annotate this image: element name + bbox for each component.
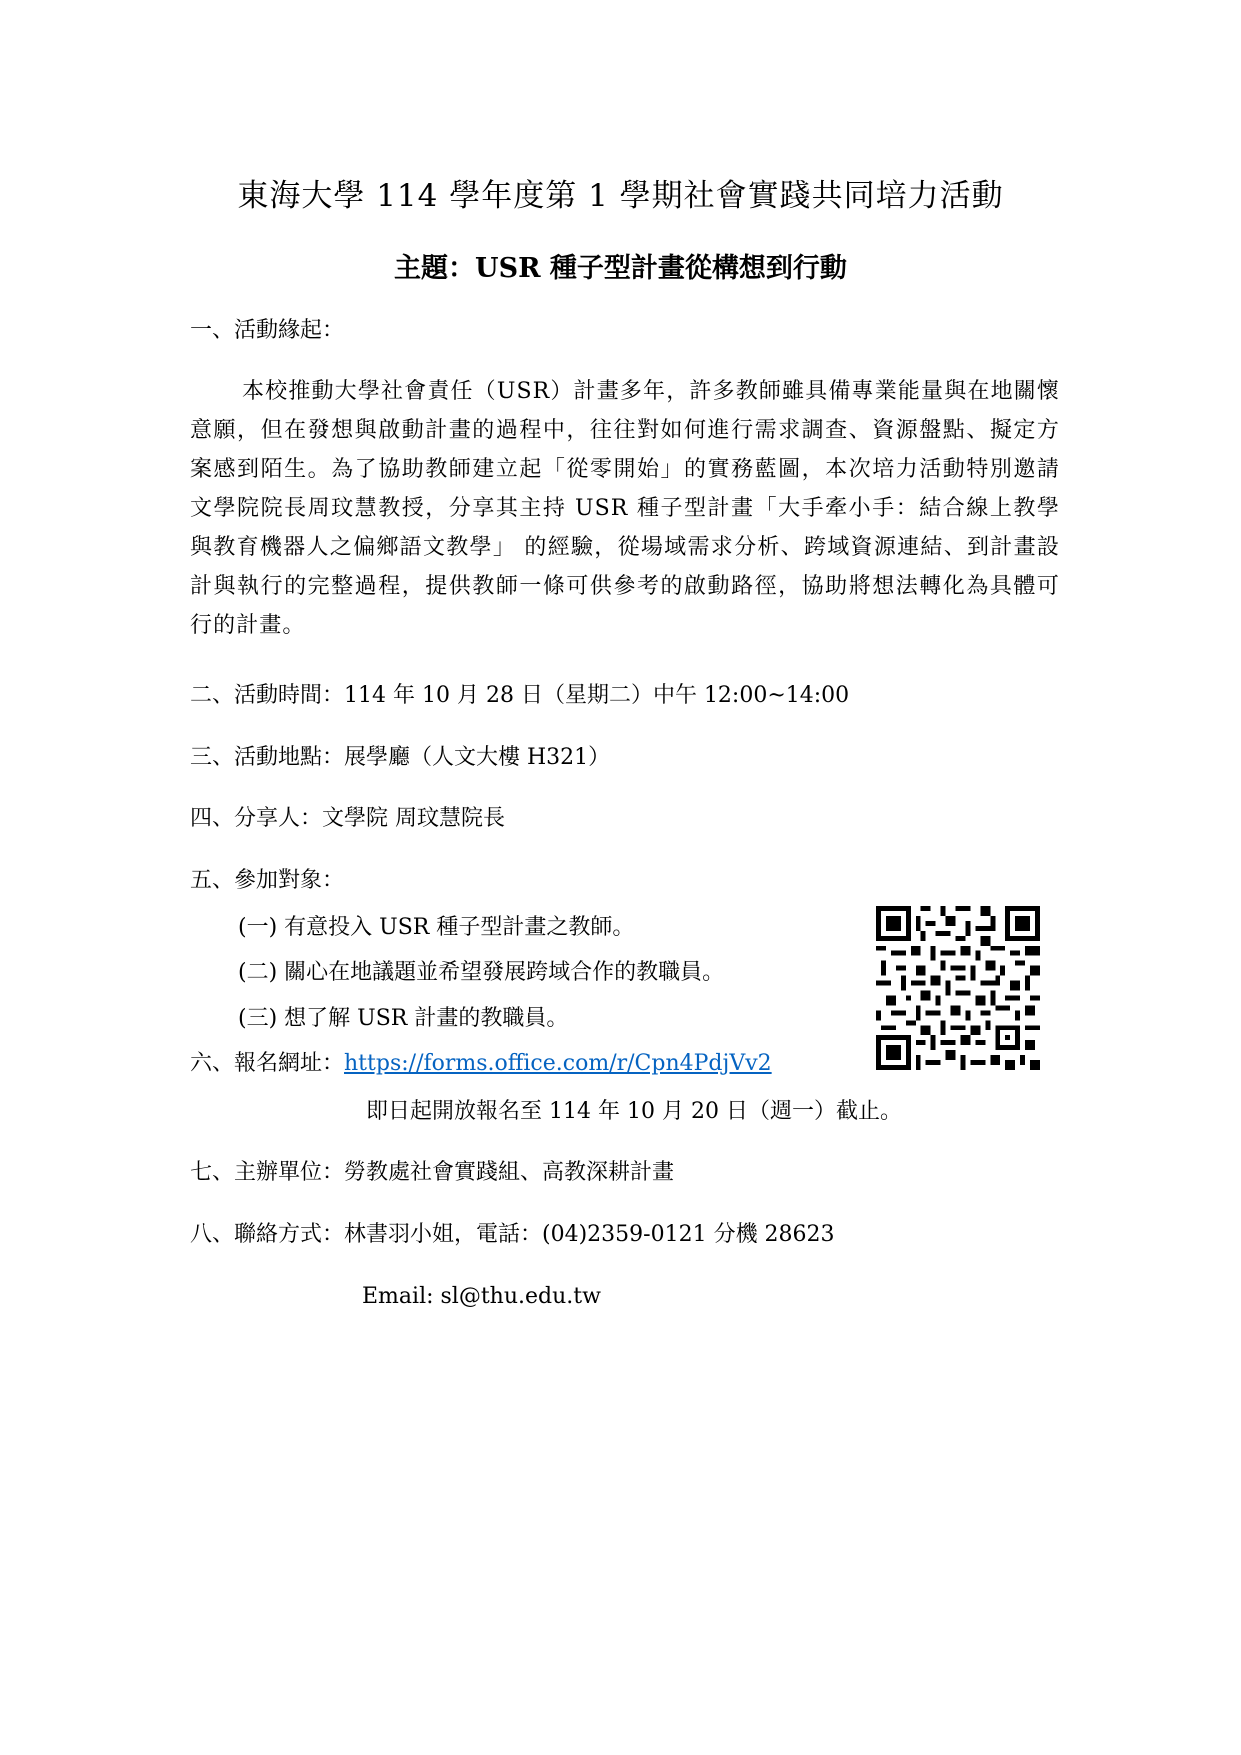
section-3-location: 三、活動地點：展學廳（人文大樓 H321） [190,745,611,770]
section-8-email: Email: sl@thu.edu.tw [362,1284,601,1309]
section-6-line [190,1049,772,1079]
document-title: 東海大學 114 學年度第 1 學期社會實踐共同培力活動 [237,178,1004,214]
section-5-item-1: (一) 有意投入 USR 種子型計畫之教師。 [238,915,635,940]
document-subtitle: 主題：USR 種子型計畫從構想到行動 [394,253,847,284]
section-8-contact: 八、聯絡方式：林書羽小姐，電話：(04)2359-0121 分機 28623 [190,1222,835,1247]
section-7-organizer: 七、主辦單位：勞教處社會實踐組、高教深耕計畫 [190,1160,675,1185]
section-6-label: 六、報名網址： [190,1051,345,1076]
section-1-body: 本校推動大學社會責任（USR）計畫多年，許多教師雖具備專業能量與在地關懷意願，但在發想與啟動計畫的過程中，往往對如何進行需求調查、資源盤點、擬定方案感到陌生。為了協助教師建立起「從零開始」的實務藍圖，本次培力活動特別邀請文學院院長周玟慧教授，分享其主持 USR 種子型計畫「大手牽小手：結合線上教學與教育機器人之偏鄉語文教學」 的經驗，從場域需求分析、跨域資源連結、到計畫設計與執行的完整過程，提供教師一條可供參考的啟動路徑，協助將想法轉化為具體可行的計畫。 [190,379,1060,638]
section-6-note: 即日起開放報名至 114 年 10 月 20 日（週一）截止。 [366,1099,902,1124]
section-5-heading: 五、參加對象： [190,868,345,893]
section-2-time: 二、活動時間：114 年 10 月 28 日（星期二）中午 12:00~14:00 [190,683,850,708]
section-1-heading: 一、活動緣起： [190,318,345,343]
registration-link[interactable]: https://forms.office.com/r/Cpn4PdjVv2 [344,1051,772,1076]
section-4-speaker: 四、分享人：文學院 周玟慧院長 [190,806,505,831]
section-5-item-2: (二) 關心在地議題並希望發展跨域合作的教職員。 [238,960,725,985]
qr-code-icon [876,906,1040,1070]
section-5-item-3: (三) 想了解 USR 計畫的教職員。 [238,1006,569,1031]
